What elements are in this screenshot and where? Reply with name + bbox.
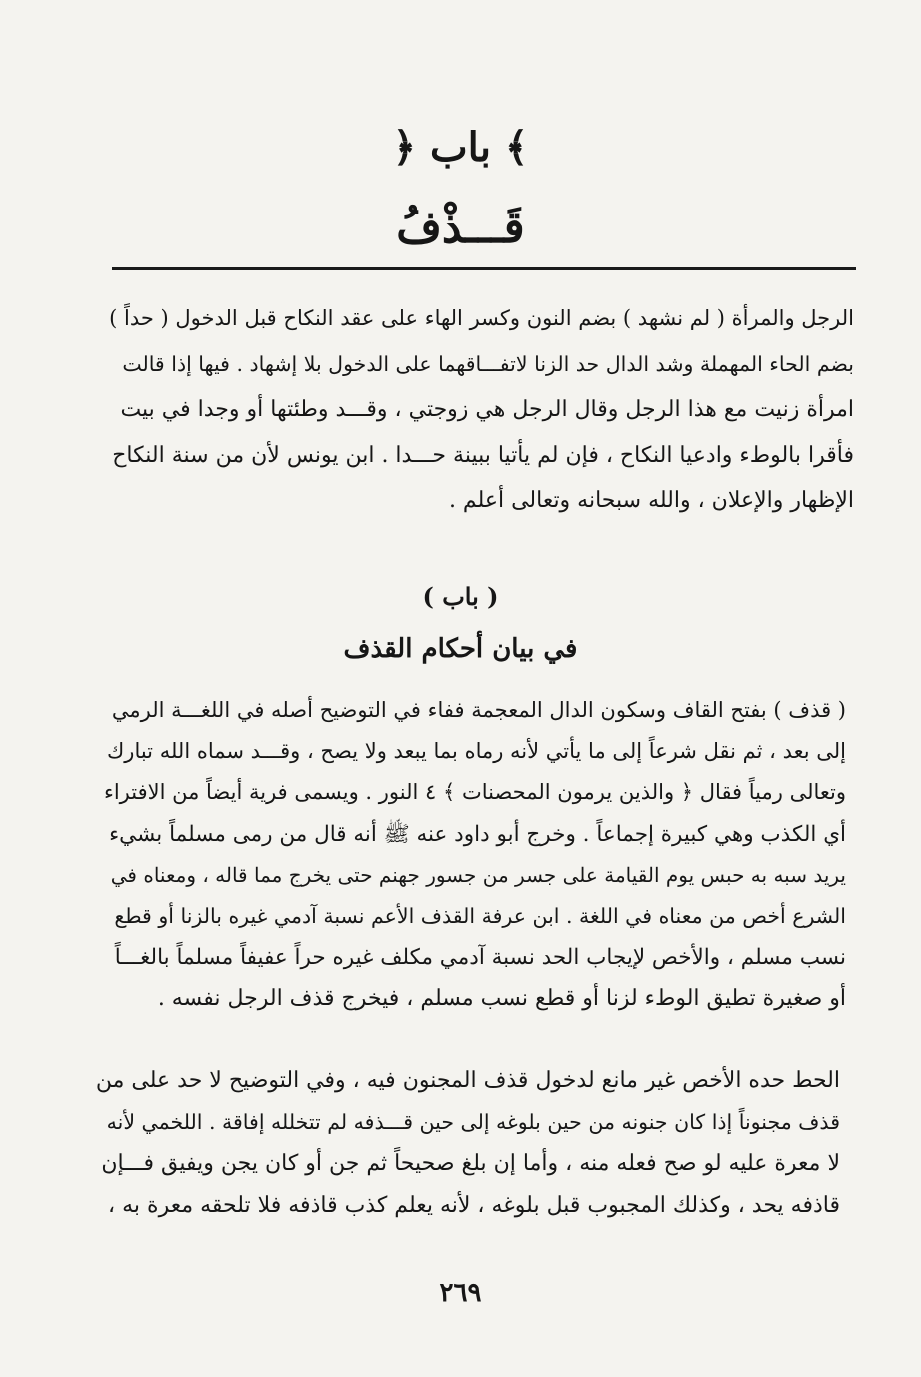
section-title: في بيان أحكام القذف	[343, 634, 578, 664]
page-number: ٢٦٩	[439, 1278, 482, 1308]
chapter-title: قَـــذْفُ	[396, 202, 525, 253]
title-divider	[112, 267, 856, 270]
text-line: يريد سبه به حبس يوم القيامة على جسر من جسور جهنم حتى يخرج مما قاله ، ومعناه في	[110, 862, 846, 887]
text-line: بضم الحاء المهملة وشد الدال حد الزنا لاتفـــاقهما على الدخول بلا إشهاد . فيها إذا قالت	[122, 351, 854, 376]
paragraph-1	[108, 296, 854, 524]
text-line: امرأة زنيت مع هذا الرجل وقال الرجل هي زوجتي ، وقـــد وطئتها أو وجدا في بيت	[120, 397, 854, 422]
paragraph-3	[92, 1060, 840, 1226]
text-line: الشرع أخص من معناه في اللغة . ابن عرفة القذف الأعم نسبة آدمي غيره بالزنا أو قطع	[114, 904, 846, 929]
text-line: وتعالى رمياً فقال ﴿ والذين يرمون المحصنات ﴾ ٤ النور . ويسمى فرية أيضاً من الافتراء	[103, 780, 846, 805]
text-line: نسب مسلم ، والأخص لإيجاب الحد نسبة آدمي مكلف غيره حراً عفيفاً مسلماً بالغـــاً	[114, 945, 846, 971]
text-line: إلى بعد ، ثم نقل شرعاً إلى ما يأتي لأنه رماه بما يبعد ولا يصح ، وقـــد سماه الله تبارك	[107, 739, 846, 764]
text-line: الإظهار والإعلان ، والله سبحانه وتعالى أعلم .	[448, 488, 854, 513]
text-line: أو صغيرة تطيق الوطء لزنا أو قطع نسب مسلم ، فيخرج قذف الرجل نفسه .	[157, 986, 846, 1012]
text-line: لا معرة عليه لو صح فعله منه ، وأما إن بلغ صحيحاً ثم جن أو كان يجن ويفيق فـــإن	[101, 1151, 840, 1176]
text-line: قذف مجنوناً إذا كان جنونه من حين بلوغه إلى حين قـــذفه لم تتخلله إفاقة . اللخمي لأنه	[106, 1109, 840, 1134]
paragraph-2	[100, 690, 846, 1020]
chapter-heading: ﴿ باب ﴾	[392, 124, 529, 171]
text-line: قاذفه يحد ، وكذلك المجبوب قبل بلوغه ، لأنه يعلم كذب قاذفه فلا تلحقه معرة به ،	[108, 1192, 840, 1218]
section-heading: ( باب )	[422, 582, 499, 611]
text-line: أي الكذب وهي كبيرة إجماعاً . وخرج أبو داود عنه ﷺ أنه قال من رمى مسلماً بشيء	[109, 821, 846, 847]
text-line: فأقرا بالوطء وادعيا النكاح ، فإن لم يأتيا ببينة حـــدا . ابن يونس لأن من سنة النكاح	[112, 442, 854, 468]
text-line: الرجل والمرأة ( لم نشهد ) بضم النون وكسر الهاء على عقد النكاح قبل الدخول ( حداً )	[109, 306, 854, 330]
text-line: الحط حده الأخص غير مانع لدخول قذف المجنون فيه ، وفي التوضيح لا حد على من	[95, 1068, 840, 1093]
text-line: ( قذف ) بفتح القاف وسكون الدال المعجمة ففاء في التوضيح أصله في اللغـــة الرمي	[111, 698, 846, 722]
